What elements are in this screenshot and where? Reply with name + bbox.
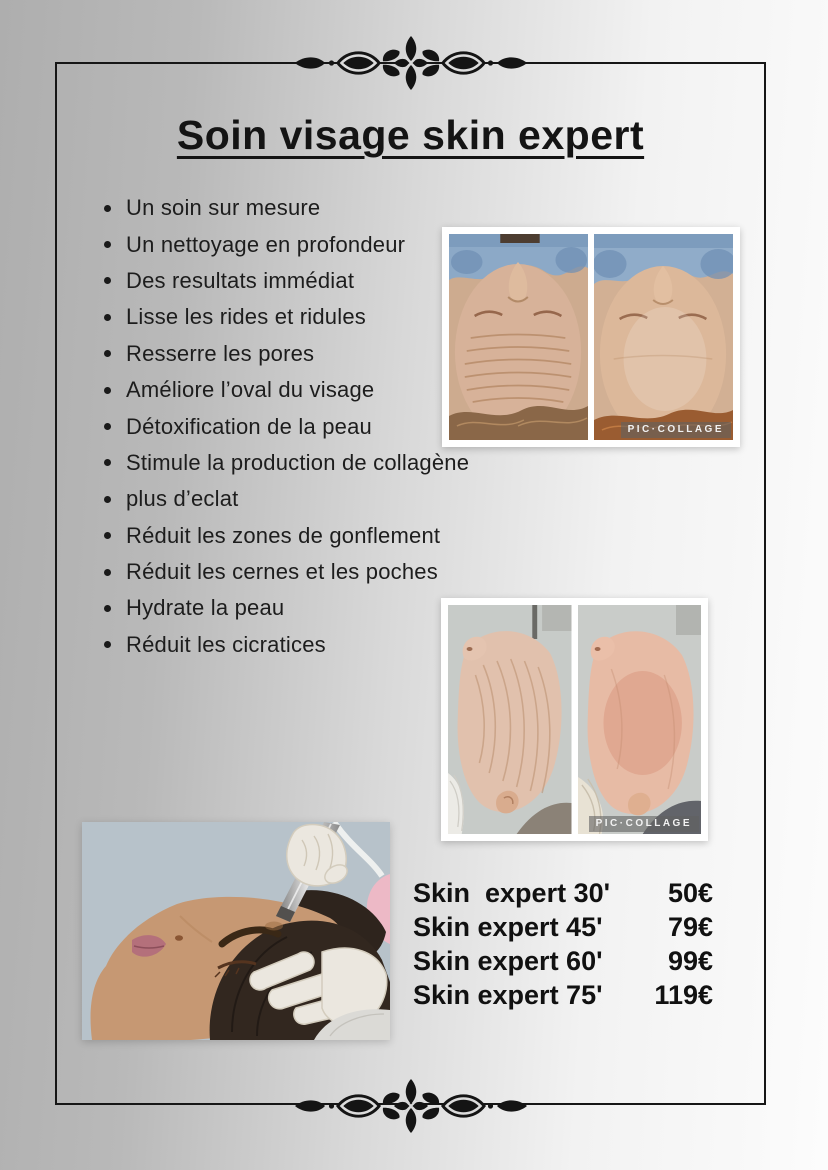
bullet-icon	[104, 641, 111, 648]
benefit-text: Réduit les cicratices	[126, 631, 326, 657]
after-photo-cheek	[578, 605, 702, 834]
benefit-text: Resserre les pores	[126, 340, 315, 366]
price-row	[413, 910, 713, 944]
benefit-text: Lisse les rides et ridules	[126, 304, 366, 330]
microdermabrasion-photo	[82, 822, 390, 1040]
benefit-text: Réduit les cernes et les poches	[126, 559, 438, 585]
price-list	[413, 876, 713, 1012]
bullet-icon	[104, 314, 111, 321]
service-price: 99€	[667, 946, 713, 976]
price-row	[413, 978, 713, 1012]
bullet-icon	[104, 605, 111, 612]
ornamental-divider-top-icon	[291, 35, 531, 91]
page-title: Soin visage skin expert	[176, 112, 645, 158]
benefit-text: Détoxification de la peau	[126, 413, 372, 439]
benefit-text: Un nettoyage en profondeur	[126, 231, 406, 257]
pic-collage-watermark: PIC·COLLAGE	[621, 422, 731, 438]
benefit-item	[104, 445, 469, 481]
benefit-item	[104, 336, 469, 372]
service-name: Skin expert 30'	[413, 878, 611, 908]
benefit-item	[104, 226, 469, 262]
before-after-collage-cheek	[441, 598, 708, 841]
benefit-item	[104, 518, 469, 554]
bullet-icon	[104, 569, 111, 576]
bullet-icon	[104, 387, 111, 394]
bullet-icon	[104, 241, 111, 248]
bullet-icon	[104, 277, 111, 284]
before-photo-cheek	[448, 605, 572, 834]
benefit-text: plus d’eclat	[126, 486, 239, 512]
bullet-icon	[104, 532, 111, 539]
benefit-item	[104, 263, 469, 299]
bullet-icon	[104, 459, 111, 466]
benefit-item	[104, 481, 469, 517]
service-price: 79€	[667, 912, 713, 942]
bullet-icon	[104, 205, 111, 212]
before-photo-forehead	[449, 234, 588, 440]
before-after-collage-forehead	[442, 227, 740, 447]
service-name: Skin expert 45'	[413, 912, 603, 942]
benefit-text: Des resultats immédiat	[126, 267, 355, 293]
treatment-photo	[82, 822, 390, 1040]
benefit-text: Un soin sur mesure	[126, 195, 321, 221]
benefit-item	[104, 299, 469, 335]
ornamental-divider-bottom-icon	[291, 1078, 531, 1134]
bullet-icon	[104, 496, 111, 503]
benefit-text: Stimule la production de collagène	[126, 449, 470, 475]
price-row	[413, 944, 713, 978]
benefit-item	[104, 554, 469, 590]
service-price: 119€	[654, 980, 713, 1010]
benefit-item	[104, 408, 469, 444]
benefit-item	[104, 372, 469, 408]
benefit-text: Réduit les zones de gonflement	[126, 522, 441, 548]
pic-collage-watermark: PIC·COLLAGE	[589, 816, 699, 832]
bullet-icon	[104, 423, 111, 430]
benefit-item	[104, 627, 469, 663]
service-price: 50€	[667, 878, 713, 908]
benefit-text: Hydrate la peau	[126, 595, 285, 621]
service-name: Skin expert 75'	[413, 980, 603, 1010]
benefit-item	[104, 190, 469, 226]
benefit-text: Améliore l’oval du visage	[126, 377, 375, 403]
bullet-icon	[104, 350, 111, 357]
benefit-item	[104, 590, 469, 626]
service-name: Skin expert 60'	[413, 946, 603, 976]
after-photo-forehead	[594, 234, 733, 440]
benefits-list	[104, 190, 469, 663]
price-row	[413, 876, 713, 910]
